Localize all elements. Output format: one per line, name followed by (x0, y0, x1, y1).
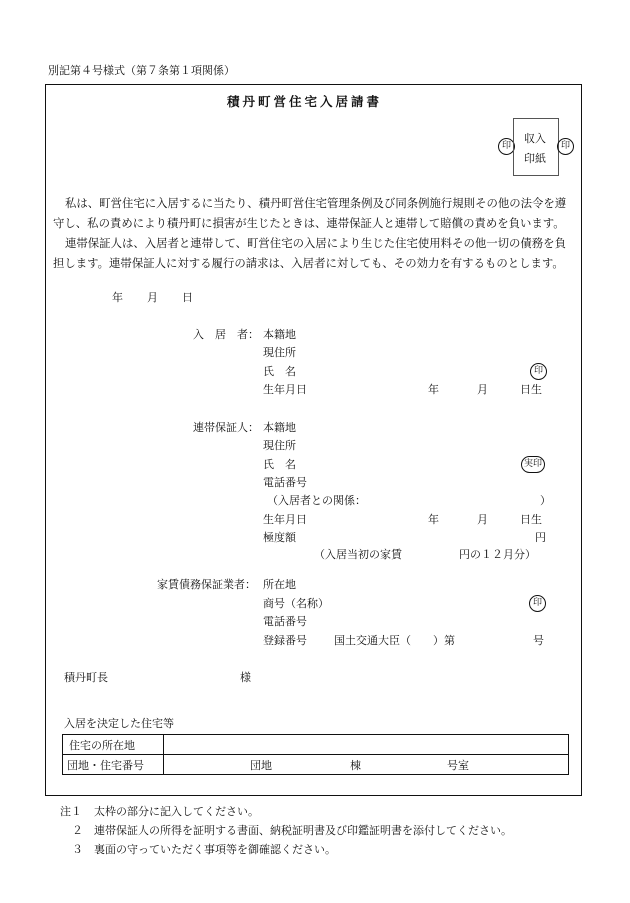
guarantor-label: 連帯保証人： (193, 421, 259, 434)
resident-name: 氏 名 (263, 365, 296, 378)
pledge-p1-line1: 私は、町営住宅に入居するに当たり、積丹町営住宅管理条例及び同条例施行規則その他の法令を遵 (65, 196, 567, 210)
pledge-p2-line1: 連帯保証人は、入居者と連帯して、町営住宅の入居により生じた住宅使用料その他一切の債務を負 (65, 236, 566, 250)
company-address: 所在地 (263, 578, 296, 591)
housing-goushitsu: 号室 (447, 758, 469, 772)
company-seal-mark: 印 (529, 595, 546, 612)
housing-table (62, 734, 569, 775)
table-row (63, 735, 569, 755)
form-frame (45, 84, 582, 796)
housing-number-label: 団地・住宅番号 (63, 755, 164, 775)
housing-number-value[interactable] (164, 755, 569, 775)
guarantor-rent-note: （入居当初の家賃 (314, 548, 402, 561)
guarantor-relation-close: ） (540, 494, 551, 507)
guarantor-birth-year: 年 (428, 513, 439, 526)
company-reg-label: 登録番号 (263, 634, 307, 647)
form-title: 積丹町営住宅入居請書 (227, 94, 383, 109)
seal-mark-left: 印 (498, 138, 515, 155)
note-num-3: ３ (72, 843, 83, 856)
note-text-1: 太枠の部分に記入してください。 (94, 805, 259, 818)
guarantor-phone: 電話番号 (263, 476, 307, 489)
resident-seal-mark: 印 (530, 363, 547, 380)
stamp-label-line1: 収入 (524, 132, 546, 145)
guarantor-address: 現住所 (263, 439, 296, 452)
note-text-3: 裏面の守っていただく事項等を御確認ください。 (94, 843, 336, 856)
resident-birth-day: 日生 (520, 383, 542, 396)
resident-address: 現住所 (263, 346, 296, 359)
table-row (63, 755, 569, 775)
form-reference: 別記第４号様式（第７条第１項関係） (48, 64, 235, 77)
guarantor-honseki: 本籍地 (263, 421, 296, 434)
date-year: 年 (112, 291, 123, 304)
guarantor-name: 氏 名 (263, 458, 296, 471)
resident-birth: 生年月日 (263, 383, 307, 396)
guarantor-birth-day: 日生 (520, 513, 542, 526)
seal-mark-right: 印 (557, 138, 574, 155)
pledge-p2-line2: 担します。連帯保証人に対する履行の請求は、入居者に対しても、その効力を有するものとします。 (53, 256, 564, 270)
date-day: 日 (182, 291, 193, 304)
stamp-label-line2: 印紙 (524, 152, 546, 165)
guarantor-relation: （入居者との関係： (267, 494, 366, 507)
resident-birth-year: 年 (428, 383, 439, 396)
note-text-2: 連帯保証人の所得を証明する書面、納税証明書及び印鑑証明書を添付してください。 (94, 824, 512, 837)
date-month: 月 (147, 291, 158, 304)
resident-honseki: 本籍地 (263, 328, 296, 341)
company-phone: 電話番号 (263, 615, 307, 628)
note-num-2: ２ (72, 824, 83, 837)
company-trade-name: 商号（名称） (263, 597, 329, 610)
housing-danchi: 団地 (250, 758, 272, 772)
addressee-sama: 様 (240, 671, 251, 684)
guarantor-birth-month: 月 (477, 513, 488, 526)
pledge-p1-line2: 守し、私の責めにより積丹町に損害が生じたときは、連帯保証人と連帯して賠償の責めを負います。 (53, 216, 565, 230)
company-label: 家賃債務保証業者： (157, 578, 256, 591)
housing-location-value[interactable] (164, 735, 569, 755)
revenue-stamp-box (513, 118, 559, 176)
company-reg-go: 号 (533, 634, 544, 647)
guarantor-birth: 生年月日 (263, 513, 307, 526)
guarantor-limit: 極度額 (263, 531, 296, 544)
resident-birth-month: 月 (477, 383, 488, 396)
addressee-name: 積丹町長 (64, 671, 108, 684)
housing-location-label: 住宅の所在地 (63, 735, 164, 755)
housing-tou: 棟 (350, 758, 361, 772)
guarantor-limit-yen: 円 (535, 531, 546, 544)
housing-caption: 入居を決定した住宅等 (64, 717, 174, 730)
company-reg-text: 国土交通大臣（ ）第 (334, 634, 455, 647)
resident-label: 入 居 者： (193, 328, 259, 341)
guarantor-rent-note-end: 円の１２月分） (459, 548, 536, 561)
note-num-1: 注１ (60, 805, 82, 818)
guarantor-seal-mark: 実印 (521, 456, 545, 473)
